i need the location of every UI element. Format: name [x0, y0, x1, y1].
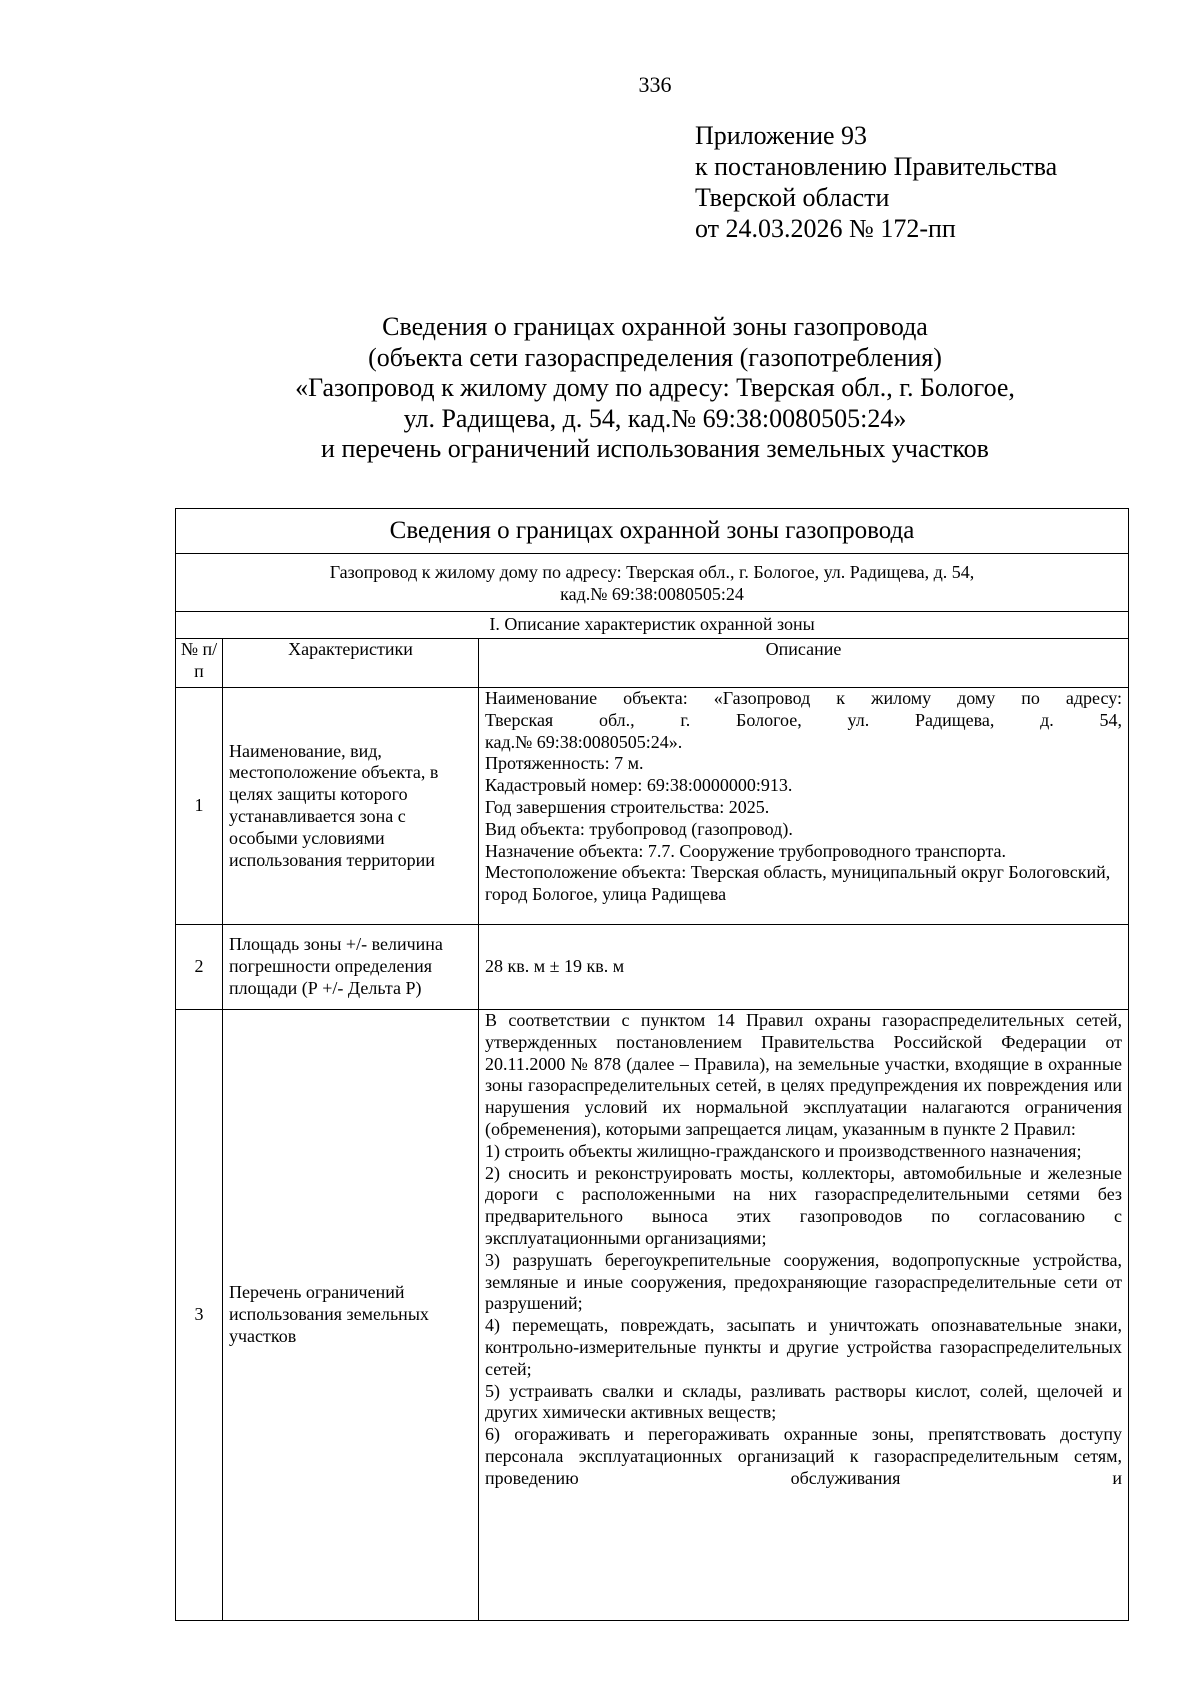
table-subheading	[176, 554, 1129, 612]
column-header-number: № п/п	[176, 639, 223, 688]
description-line: Тверская обл., г. Бологое, ул. Радищева, д. 54,	[485, 709, 1123, 730]
appendix-line: к постановлению Правительства	[695, 152, 1058, 181]
description-line: Протяженность: 7 м.	[485, 753, 644, 774]
description-line: Назначение объекта: 7.7. Сооружение трубопроводного транспорта.	[485, 840, 1007, 861]
description-line: Год завершения строительства: 2025.	[485, 796, 770, 817]
title-line: (объекта сети газораспределения (газопотребления)	[368, 342, 942, 372]
restriction-intro: В соответствии с пунктом 14 Правил охраны газораспределительных сетей, утвержденных постановлением Правительства Российской Федерации от 20.11.2000 № 878 (далее – Правила), на земельные участки, входящие в охранные зоны газораспределительных сетей, в целях предупреждения их повреждения или нарушения условий их нормальной эксплуатации налагаются ограничения (обременения), которыми запрещается лицам, указанным в пункте 2 Правил:	[485, 1010, 1123, 1139]
description-line: Наименование объекта: «Газопровод к жилому дому по адресу:	[485, 688, 1123, 708]
row-number: 2	[176, 925, 223, 1010]
description-line: кад.№ 69:38:0080505:24».	[485, 731, 683, 752]
document-title	[0, 312, 1200, 465]
restriction-item: 4) перемещать, повреждать, засыпать и уничтожать опознавательные знаки, контрольно-измерительные пункты и другие устройства газораспределительных сетей;	[485, 1315, 1123, 1379]
row-number: 3	[176, 1010, 223, 1621]
page-number: 336	[638, 72, 672, 97]
row-number: 1	[176, 688, 223, 925]
row-description: 28 кв. м ± 19 кв. м	[479, 925, 1129, 1010]
restriction-item: 5) устраивать свалки и склады, разливать растворы кислот, солей, щелочей и других химически активных веществ;	[485, 1380, 1123, 1423]
appendix-block	[695, 120, 1057, 244]
restriction-item: 6) огораживать и перегораживать охранные зоны, препятствовать доступу персонала эксплуатационных организаций к газораспределительным сетям, проведению обслуживания и	[485, 1424, 1123, 1488]
appendix-line: от 24.03.2026 № 172-пп	[695, 214, 956, 243]
table-row	[176, 925, 1129, 1010]
description-line: Местоположение объекта: Тверская область, муниципальный округ Бологовский, город Бологое, улица Радищева	[485, 862, 1111, 905]
table-row	[176, 688, 1129, 925]
column-header-description: Описание	[479, 639, 1129, 688]
row-description	[479, 1010, 1129, 1621]
title-line: «Газопровод к жилому дому по адресу: Тверская обл., г. Бологое,	[295, 373, 1015, 402]
appendix-line: Тверской области	[695, 183, 890, 212]
subheading-line: Газопровод к жилому дому по адресу: Тверская обл., г. Бологое, ул. Радищева, д. 54,	[329, 561, 975, 582]
table-heading: Сведения о границах охранной зоны газопровода	[176, 509, 1129, 554]
description-line: Вид объекта: трубопровод (газопровод).	[485, 818, 793, 839]
description-line: Кадастровый номер: 69:38:0000000:913.	[485, 775, 793, 796]
title-line: Сведения о границах охранной зоны газопровода	[382, 312, 928, 341]
zone-table	[175, 508, 1129, 1621]
table-row	[176, 1010, 1129, 1621]
row-characteristic: Площадь зоны +/- величина погрешности определения площади (Р +/- Дельта Р)	[223, 925, 479, 1010]
row-description	[479, 688, 1129, 925]
column-header-characteristics: Характеристики	[223, 639, 479, 688]
restriction-item: 1) строить объекты жилищно-гражданского и производственного назначения;	[485, 1140, 1082, 1161]
appendix-line: Приложение 93	[695, 121, 868, 150]
title-line: и перечень ограничений использования земельных участков	[321, 434, 989, 463]
row-characteristic: Наименование, вид, местоположение объекта, в целях защиты которого устанавливается зона с особыми условиями использования территории	[223, 688, 479, 925]
subheading-line: кад.№ 69:38:0080505:24	[560, 583, 744, 604]
restriction-item: 2) сносить и реконструировать мосты, коллекторы, автомобильные и железные дороги с расположенными на них газораспределительными сетями без предварительного выноса этих газопроводов по согласованию с эксплуатационными организациями;	[485, 1162, 1123, 1248]
table-header-row	[176, 639, 1129, 688]
restriction-item: 3) разрушать берегоукрепительные сооружения, водопропускные устройства, земляные и иные сооружения, предохраняющие газораспределительные сети от разрушений;	[485, 1249, 1123, 1314]
row-characteristic: Перечень ограничений использования земельных участков	[223, 1010, 479, 1621]
title-line: ул. Радищева, д. 54, кад.№ 69:38:0080505:24»	[403, 403, 907, 433]
section-title: I. Описание характеристик охранной зоны	[176, 612, 1129, 639]
